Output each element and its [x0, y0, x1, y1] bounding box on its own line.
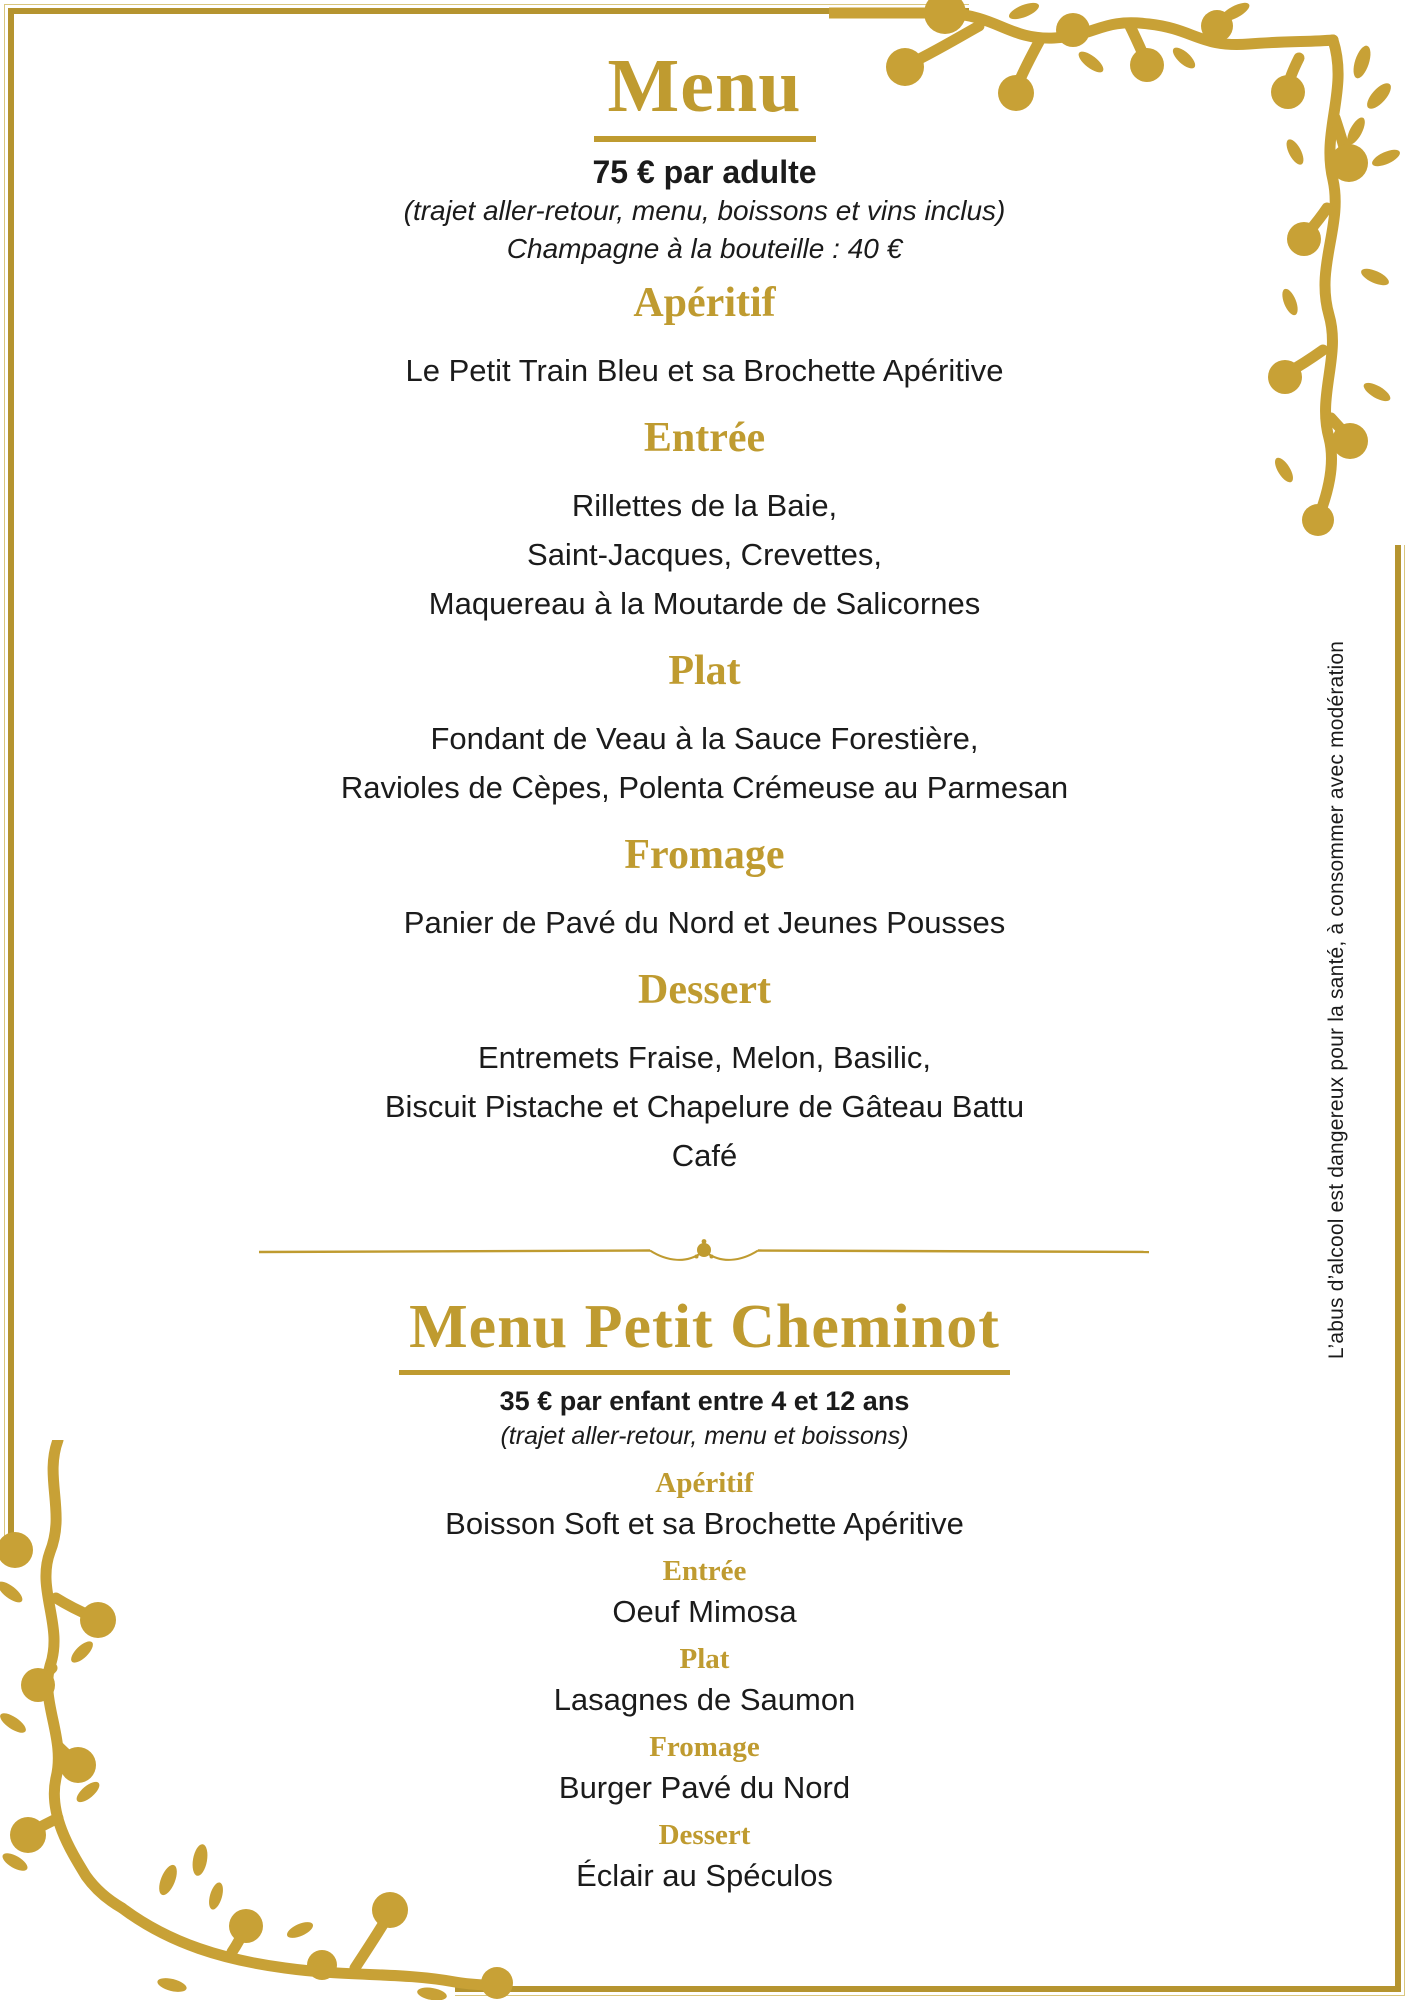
- menu-item: Biscuit Pistache et Chapelure de Gâteau Battu: [384, 1089, 1025, 1124]
- menu-item: Fondant de Veau à la Sauce Forestière,: [430, 721, 979, 756]
- menu-item: Ravioles de Cèpes, Polenta Crémeuse au Parmesan: [340, 770, 1069, 805]
- course-heading-dessert: Dessert: [658, 1819, 751, 1851]
- kids-menu-note-included: (trajet aller-retour, menu et boissons): [500, 1422, 909, 1450]
- kids-menu-section: [0, 1292, 1409, 1897]
- course-heading-aperitif: Apéritif: [633, 280, 776, 326]
- menu-item: Le Petit Train Bleu et sa Brochette Apéritive: [405, 353, 1004, 388]
- menu-item: Entremets Fraise, Melon, Basilic,: [477, 1040, 932, 1075]
- kids-menu-title-row: [0, 1292, 1409, 1375]
- menu-item: Maquereau à la Moutarde de Salicornes: [428, 586, 981, 621]
- course-heading-plat: Plat: [668, 648, 741, 694]
- menu-item: Panier de Pavé du Nord et Jeunes Pousses: [403, 905, 1006, 940]
- kids-menu-title: Menu Petit Cheminot: [399, 1292, 1010, 1375]
- alcohol-disclaimer: L’abus d’alcool est dangereux pour la santé, à consommer avec modération: [1325, 640, 1348, 1360]
- course-heading-fromage: Fromage: [624, 832, 785, 878]
- menu-item: Burger Pavé du Nord: [558, 1770, 851, 1805]
- menu-item: Lasagnes de Saumon: [553, 1682, 856, 1717]
- adult-menu-section: [0, 44, 1409, 1180]
- adult-menu-title: Menu: [594, 44, 816, 142]
- adult-menu-note-included: (trajet aller-retour, menu, boissons et vins inclus): [403, 195, 1006, 226]
- course-heading-plat: Plat: [679, 1643, 730, 1675]
- course-heading-entree: Entrée: [643, 415, 766, 461]
- menu-item: Oeuf Mimosa: [612, 1594, 797, 1629]
- menu-item: Boisson Soft et sa Brochette Apéritive: [445, 1506, 964, 1541]
- menu-item: Rillettes de la Baie,: [571, 488, 838, 523]
- adult-menu-courses: [0, 276, 1409, 1180]
- divider-flourish: [254, 1237, 1154, 1267]
- course-heading-entree: Entrée: [662, 1555, 747, 1587]
- course-heading-aperitif: Apéritif: [655, 1467, 754, 1499]
- menu-item: Saint-Jacques, Crevettes,: [527, 537, 882, 572]
- adult-menu-price: 75 € par adulte: [592, 154, 817, 190]
- adult-menu-note-champagne: Champagne à la bouteille : 40 €: [506, 233, 903, 264]
- course-heading-fromage: Fromage: [649, 1731, 760, 1763]
- adult-menu-title-row: [0, 44, 1409, 142]
- kids-menu-courses: [0, 1463, 1409, 1897]
- kids-menu-price: 35 € par enfant entre 4 et 12 ans: [499, 1386, 910, 1416]
- menu-item: Éclair au Spéculos: [576, 1858, 833, 1893]
- menu-item: Café: [671, 1138, 738, 1173]
- course-heading-dessert: Dessert: [638, 967, 771, 1013]
